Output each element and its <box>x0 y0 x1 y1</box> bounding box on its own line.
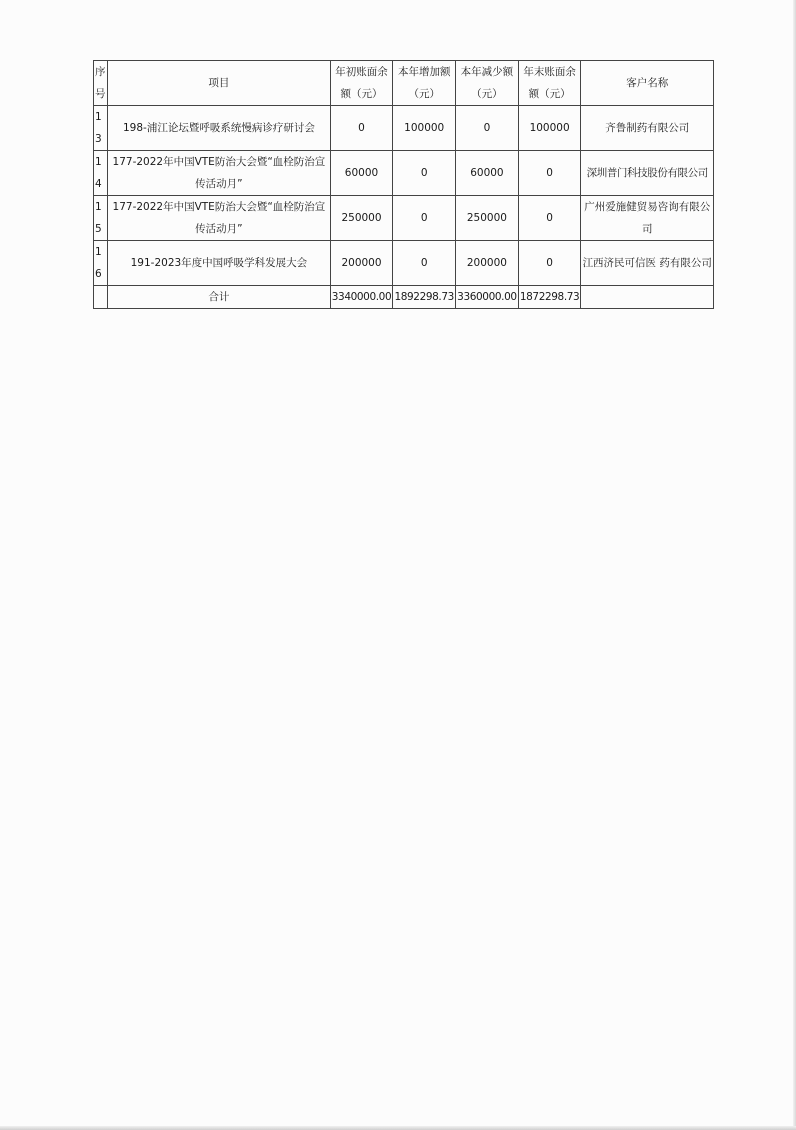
row-item: 191-2023年度中国呼吸学科发展大会 <box>108 241 331 286</box>
row-decrease: 60000 <box>456 151 519 196</box>
row-closing-balance: 0 <box>518 196 581 241</box>
row-opening-balance: 0 <box>330 106 393 151</box>
row-no: 15 <box>94 196 108 241</box>
row-client: 江西济民可信医 药有限公司 <box>581 241 714 286</box>
total-closing-balance: 1872298.73 <box>518 286 581 309</box>
total-opening-balance: 3340000.00 <box>330 286 393 309</box>
table-header-row <box>94 61 714 106</box>
row-increase: 0 <box>393 196 456 241</box>
table-row <box>94 106 714 151</box>
row-no: 13 <box>94 106 108 151</box>
total-increase: 1892298.73 <box>393 286 456 309</box>
header-decrease: 本年减少额（元） <box>456 61 519 106</box>
row-closing-balance: 0 <box>518 151 581 196</box>
total-client <box>581 286 714 309</box>
row-no: 16 <box>94 241 108 286</box>
row-client: 广州爱施健贸易咨询有限公司 <box>581 196 714 241</box>
total-no <box>94 286 108 309</box>
row-decrease: 250000 <box>456 196 519 241</box>
row-opening-balance: 250000 <box>330 196 393 241</box>
row-item: 177-2022年中国VTE防治大会暨“血栓防治宣传活动月” <box>108 151 331 196</box>
row-opening-balance: 200000 <box>330 241 393 286</box>
row-item: 198-浦江论坛暨呼吸系统慢病诊疗研讨会 <box>108 106 331 151</box>
header-item: 项目 <box>108 61 331 106</box>
header-opening-balance: 年初账面余额（元） <box>330 61 393 106</box>
row-decrease: 200000 <box>456 241 519 286</box>
row-increase: 100000 <box>393 106 456 151</box>
table-row <box>94 241 714 286</box>
header-client: 客户名称 <box>581 61 714 106</box>
table-row <box>94 196 714 241</box>
balance-table <box>93 60 714 309</box>
total-label: 合计 <box>108 286 331 309</box>
row-item: 177-2022年中国VTE防治大会暨“血栓防治宣传活动月” <box>108 196 331 241</box>
row-opening-balance: 60000 <box>330 151 393 196</box>
header-increase: 本年增加额（元） <box>393 61 456 106</box>
header-closing-balance: 年末账面余额（元） <box>518 61 581 106</box>
row-decrease: 0 <box>456 106 519 151</box>
header-no: 序号 <box>94 61 108 106</box>
total-decrease: 3360000.00 <box>456 286 519 309</box>
table-row <box>94 151 714 196</box>
row-client: 齐鲁制药有限公司 <box>581 106 714 151</box>
row-increase: 0 <box>393 151 456 196</box>
row-closing-balance: 100000 <box>518 106 581 151</box>
row-closing-balance: 0 <box>518 241 581 286</box>
page-edge-bottom <box>0 1126 796 1130</box>
table-total-row <box>94 286 714 309</box>
row-no: 14 <box>94 151 108 196</box>
row-increase: 0 <box>393 241 456 286</box>
row-client: 深圳普门科技股份有限公司 <box>581 151 714 196</box>
